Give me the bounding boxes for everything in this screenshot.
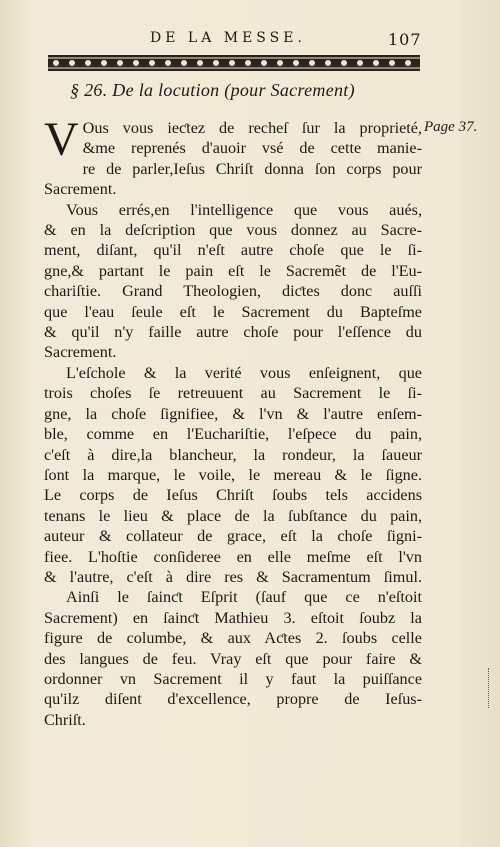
text-line: des langues de feu. Vray eſt que pour faire & <box>44 649 422 668</box>
margin-marks <box>488 668 497 708</box>
text-line: gne, la choſe ſignifiee, & l'vn & l'autre enſem- <box>44 404 422 423</box>
text-line: Sacrement. <box>44 343 117 362</box>
text-line: &me reprenés d'auoir vsé de cette manie- <box>82 139 422 158</box>
text-line: tenans le lieu & place de la ſubſtance du pain, <box>44 506 422 525</box>
drop-cap: V <box>44 113 79 166</box>
text-line: Vous errés,en l'intelligence que vous aués, <box>66 200 422 219</box>
text-line: qu'ilz diſent d'excellence, propre de Ieſus- <box>44 690 422 709</box>
text-line: Sacrement) en ſainƈt Mathieu 3. eſtoit ſoubz la <box>44 608 422 627</box>
text-line: fiee. L'hoſtie conſideree en elle meſme eſt l'vn <box>44 547 422 566</box>
running-title: DE LA MESSE. <box>150 30 306 46</box>
text-line: que l'eau ſeule eſt le Sacrement du Bapteſme <box>44 302 422 321</box>
text-line: ble, comme en l'Euchariſtie, l'eſpece du pain, <box>44 425 422 444</box>
text-line: trois choſes ſe retreuuent au Sacrement le ſi- <box>44 384 422 403</box>
text-line: gne,& partant le pain eſt le Sacremẽt de l'Eu- <box>44 261 422 280</box>
text-line: Ous vous ieƈtez de recheſ ſur la proprieté, <box>82 119 422 137</box>
text-line: ſont la marque, le voile, le mereau & le ſigne. <box>44 465 422 484</box>
text-line: & l'autre, c'eſt à dire res & Sacramentum ſimul. <box>44 567 422 586</box>
body-text <box>44 113 422 730</box>
text-line: chariſtie. Grand Theologien, diƈtes donc auſſi <box>44 282 422 301</box>
text-line: ordonner vn Sacrement il y faut la puiſſance <box>44 669 422 688</box>
text-line: Sacrement. <box>44 180 117 199</box>
margin-note: Page 37. <box>424 119 478 135</box>
text-line: Le corps de Ieſus Chriſt ſoubs tels accidens <box>44 486 422 505</box>
text-line: re de parler,Ieſus Chriſt donna ſon corps pour <box>82 159 422 178</box>
text-line: Ainſi le ſainƈt Eſprit (ſauf que ce n'eſtoit <box>66 588 422 607</box>
text-line: & qu'il n'y faille autre choſe pour l'eſſence du <box>44 323 422 342</box>
section-heading: § 26. De la locution (pour Sacrement) <box>70 80 355 100</box>
text-line: ment, diſant, qu'il n'eſt autre choſe que le ſi- <box>44 241 422 260</box>
text-line: auteur & collateur de grace, eſt la choſe ſigni- <box>44 527 422 546</box>
text-line: c'eſt à dire,la blancheur, la rondeur, la ſaueur <box>44 445 422 464</box>
text-line: Chriſt. <box>44 710 86 729</box>
text-line: L'eſchole & la verité vous enſeignent, que <box>66 363 422 382</box>
text-line: figure de columbe, & aux Aƈtes 2. ſoubs celle <box>44 629 422 648</box>
page-number: 107 <box>388 30 422 49</box>
ornamental-border <box>48 55 420 71</box>
text-line: & en la deſcription que vous donnez au Sacre- <box>44 221 422 240</box>
